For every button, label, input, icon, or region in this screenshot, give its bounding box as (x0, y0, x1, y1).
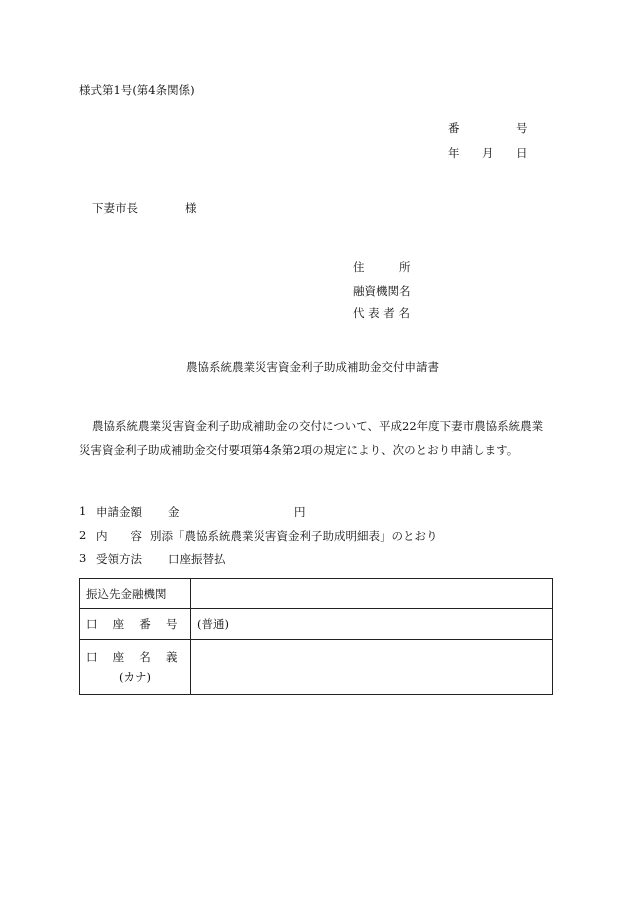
table-row (80, 579, 553, 609)
account-holder-field[interactable] (191, 640, 553, 695)
month-label: 月 (482, 146, 494, 160)
institution-label: 融資機関名 (353, 284, 411, 298)
table-row (80, 609, 553, 640)
addressee-name: 下妻市長 (92, 201, 138, 215)
number-label: 番 (448, 121, 460, 135)
item-number-1: 1 (79, 504, 87, 518)
bank-name-field[interactable] (191, 579, 553, 609)
item-label-receipt: 受領方法 (96, 552, 142, 566)
day-label: 日 (516, 146, 528, 160)
item-label-content: 内 容 (96, 529, 142, 543)
form-number: 様式第1号(第4条関係) (79, 83, 195, 97)
address-label-part2: 所 (399, 260, 411, 274)
account-number-field[interactable]: (普通) (191, 609, 553, 640)
document-title: 農協系統農業災害資金利子助成補助金交付申請書 (186, 360, 439, 374)
item-label-amount: 申請金額 (96, 505, 142, 519)
item-number-3: 3 (79, 551, 87, 565)
year-label: 年 (448, 146, 460, 160)
account-number-label: 口 座 番 号 (80, 609, 191, 640)
account-holder-label-cell (80, 640, 191, 695)
representative-label: 代 表 者 名 (353, 306, 410, 320)
number-suffix-label: 号 (516, 121, 528, 135)
addressee-honorific: 様 (185, 201, 197, 215)
table-row (80, 640, 553, 695)
body-line-2: 災害資金利子助成補助金交付要項第4条第2項の規定により、次のとおり申請します。 (79, 443, 519, 457)
amount-suffix: 円 (294, 505, 306, 519)
account-holder-kana-label: (カナ) (119, 670, 151, 684)
item-value-content: 別添「農協系統農業災害資金利子助成明細表」のとおり (150, 529, 438, 543)
address-label-part1: 住 (353, 260, 365, 274)
bank-name-label: 振込先金融機関 (80, 579, 191, 609)
account-holder-label: 口 座 名 義 (86, 650, 178, 664)
amount-prefix: 金 (168, 505, 180, 519)
bank-account-table (79, 578, 553, 695)
item-value-receipt: 口座振替払 (168, 552, 226, 566)
item-number-2: 2 (79, 528, 87, 542)
body-line-1: 農協系統農業災害資金利子助成補助金の交付について、平成22年度下妻市農協系統農業 (92, 419, 544, 433)
